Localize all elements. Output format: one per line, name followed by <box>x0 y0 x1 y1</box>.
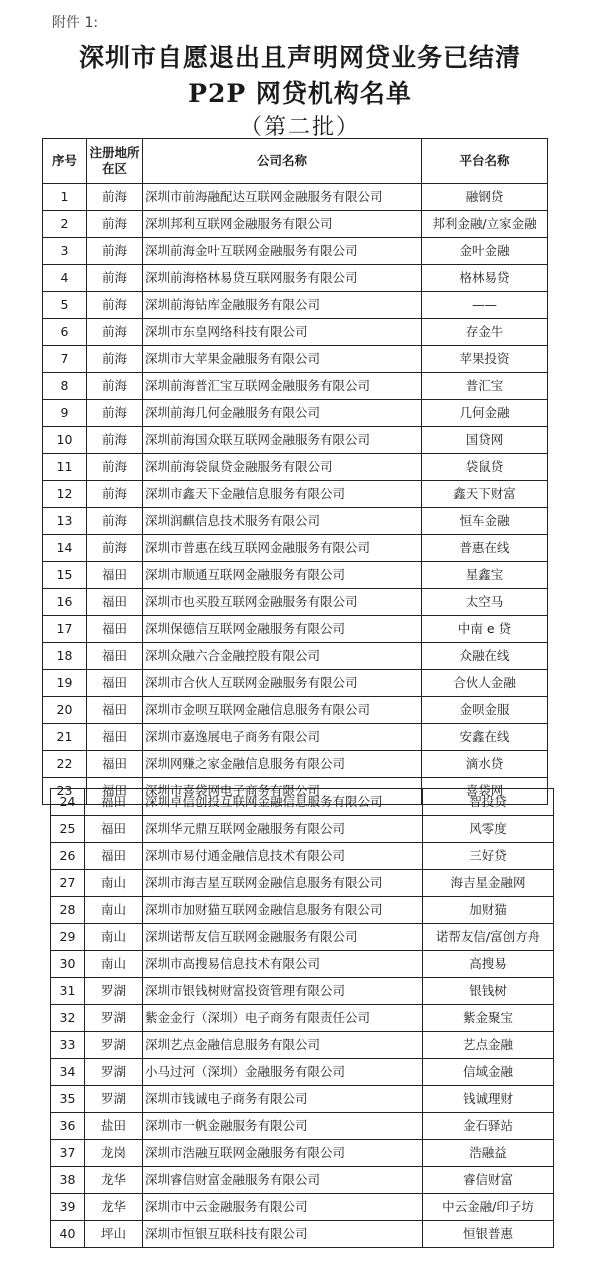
cell-district: 福田 <box>87 643 143 670</box>
cell-district: 前海 <box>87 238 143 265</box>
cell-company: 深圳前海国众联互联网金融服务有限公司 <box>143 427 422 454</box>
cell-district: 坪山 <box>85 1221 143 1248</box>
cell-district: 福田 <box>87 697 143 724</box>
table-row <box>43 292 548 319</box>
cell-platform: 加财猫 <box>423 897 554 924</box>
cell-district: 龙岗 <box>85 1140 143 1167</box>
cell-no: 10 <box>43 427 87 454</box>
table-row <box>51 1005 554 1032</box>
cell-district: 罗湖 <box>85 1032 143 1059</box>
institution-table-part-2 <box>50 788 554 1248</box>
cell-company: 深圳市喜袋网电子商务有限公司 <box>143 778 422 805</box>
cell-district: 福田 <box>85 816 143 843</box>
cell-platform: —— <box>422 292 548 319</box>
document-title: 深圳市自愿退出且声明网贷业务已结清 <box>78 43 521 72</box>
cell-platform: 中南 e 贷 <box>422 616 548 643</box>
cell-district: 前海 <box>87 265 143 292</box>
cell-platform: 苹果投资 <box>422 346 548 373</box>
table-header-row <box>43 139 548 184</box>
cell-platform: 几何金融 <box>422 400 548 427</box>
cell-no: 29 <box>51 924 85 951</box>
cell-no: 15 <box>43 562 87 589</box>
table-row <box>51 1113 554 1140</box>
table-row <box>43 562 548 589</box>
cell-platform: 金呗金服 <box>422 697 548 724</box>
cell-no: 31 <box>51 978 85 1005</box>
cell-no: 40 <box>51 1221 85 1248</box>
cell-platform: 艺点金融 <box>423 1032 554 1059</box>
table-row <box>43 427 548 454</box>
cell-no: 33 <box>51 1032 85 1059</box>
cell-district: 罗湖 <box>85 1005 143 1032</box>
cell-company: 深圳市钱诚电子商务有限公司 <box>143 1086 423 1113</box>
cell-platform: 鑫天下财富 <box>422 481 548 508</box>
cell-company: 深圳保德信互联网金融服务有限公司 <box>143 616 422 643</box>
table-row <box>43 319 548 346</box>
cell-company: 深圳前海几何金融服务有限公司 <box>143 400 422 427</box>
cell-district: 福田 <box>87 616 143 643</box>
cell-company: 深圳市浩融互联网金融服务有限公司 <box>143 1140 423 1167</box>
table-row <box>51 843 554 870</box>
cell-company: 深圳市海吉星互联网金融信息服务有限公司 <box>143 870 423 897</box>
cell-no: 25 <box>51 816 85 843</box>
cell-company: 深圳市银钱树财富投资管理有限公司 <box>143 978 423 1005</box>
header-company: 公司名称 <box>143 139 422 184</box>
table-row <box>43 454 548 481</box>
attachment-label: 附件 1: <box>52 15 99 31</box>
cell-company: 深圳前海金叶互联网金融服务有限公司 <box>143 238 422 265</box>
cell-district: 前海 <box>87 535 143 562</box>
cell-no: 4 <box>43 265 87 292</box>
cell-district: 福田 <box>85 789 143 816</box>
cell-company: 深圳诺帮友信互联网金融服务有限公司 <box>143 924 423 951</box>
cell-platform: 金石驿站 <box>423 1113 554 1140</box>
cell-no: 32 <box>51 1005 85 1032</box>
cell-platform: 存金牛 <box>422 319 548 346</box>
cell-company: 深圳邦利互联网金融服务有限公司 <box>143 211 422 238</box>
cell-platform: 钱诚理财 <box>423 1086 554 1113</box>
cell-no: 1 <box>43 184 87 211</box>
cell-no: 12 <box>43 481 87 508</box>
cell-company: 深圳前海格林易贷互联网服务有限公司 <box>143 265 422 292</box>
table-row <box>51 870 554 897</box>
cell-platform: 中云金融/印子坊 <box>423 1194 554 1221</box>
cell-platform: 融钢贷 <box>422 184 548 211</box>
cell-platform: 普汇宝 <box>422 373 548 400</box>
institution-table-part-1 <box>42 138 548 805</box>
cell-no: 8 <box>43 373 87 400</box>
cell-company: 深圳前海钻库金融服务有限公司 <box>143 292 422 319</box>
table-row <box>51 1167 554 1194</box>
cell-company: 深圳市合伙人互联网金融服务有限公司 <box>143 670 422 697</box>
cell-district: 福田 <box>85 843 143 870</box>
cell-district: 前海 <box>87 319 143 346</box>
cell-district: 前海 <box>87 184 143 211</box>
cell-company: 深圳卓信创投互联网金融信息服务有限公司 <box>143 789 423 816</box>
table-row <box>51 1140 554 1167</box>
cell-district: 福田 <box>87 670 143 697</box>
cell-no: 6 <box>43 319 87 346</box>
cell-district: 南山 <box>85 951 143 978</box>
table-row <box>43 616 548 643</box>
cell-no: 19 <box>43 670 87 697</box>
cell-company: 深圳市也买股互联网金融服务有限公司 <box>143 589 422 616</box>
cell-district: 南山 <box>85 897 143 924</box>
cell-no: 28 <box>51 897 85 924</box>
table-row <box>43 265 548 292</box>
cell-company: 深圳市高搜易信息技术有限公司 <box>143 951 423 978</box>
cell-company: 小马过河（深圳）金融服务有限公司 <box>143 1059 423 1086</box>
cell-company: 深圳前海普汇宝互联网金融服务有限公司 <box>143 373 422 400</box>
table-row <box>51 951 554 978</box>
cell-platform: 金叶金融 <box>422 238 548 265</box>
cell-company: 深圳艺点金融信息服务有限公司 <box>143 1032 423 1059</box>
cell-platform: 邦利金融/立家金融 <box>422 211 548 238</box>
cell-platform: 银钱树 <box>423 978 554 1005</box>
cell-no: 20 <box>43 697 87 724</box>
cell-company: 深圳市鑫天下金融信息服务有限公司 <box>143 481 422 508</box>
table-row <box>43 643 548 670</box>
cell-platform: 信域金融 <box>423 1059 554 1086</box>
table-row <box>51 924 554 951</box>
cell-district: 福田 <box>87 751 143 778</box>
cell-no: 39 <box>51 1194 85 1221</box>
table-row <box>43 400 548 427</box>
table-row <box>51 1059 554 1086</box>
cell-no: 35 <box>51 1086 85 1113</box>
cell-company: 深圳市普惠在线互联网金融服务有限公司 <box>143 535 422 562</box>
cell-district: 龙华 <box>85 1194 143 1221</box>
cell-no: 36 <box>51 1113 85 1140</box>
table-row <box>43 481 548 508</box>
cell-no: 7 <box>43 346 87 373</box>
cell-platform: 滴水贷 <box>422 751 548 778</box>
cell-district: 罗湖 <box>85 1086 143 1113</box>
cell-company: 深圳市一帆金融服务有限公司 <box>143 1113 423 1140</box>
cell-platform: 普惠在线 <box>422 535 548 562</box>
cell-no: 38 <box>51 1167 85 1194</box>
cell-district: 前海 <box>87 346 143 373</box>
cell-platform: 浩融益 <box>423 1140 554 1167</box>
cell-no: 13 <box>43 508 87 535</box>
cell-district: 龙华 <box>85 1167 143 1194</box>
cell-platform: 恒车金融 <box>422 508 548 535</box>
table-row <box>43 211 548 238</box>
cell-platform: 袋鼠贷 <box>422 454 548 481</box>
cell-company: 深圳市顺通互联网金融服务有限公司 <box>143 562 422 589</box>
table-row <box>43 508 548 535</box>
cell-platform: 紫金聚宝 <box>423 1005 554 1032</box>
cell-platform: 诺帮友信/富创方舟 <box>423 924 554 951</box>
cell-platform: 星鑫宝 <box>422 562 548 589</box>
batch-label: （第二批） <box>239 115 360 140</box>
cell-district: 前海 <box>87 211 143 238</box>
cell-platform: 喜袋网 <box>422 778 548 805</box>
cell-platform: 众融在线 <box>422 643 548 670</box>
table-row <box>51 978 554 1005</box>
cell-platform: 国贷网 <box>422 427 548 454</box>
header-district: 注册地所在区 <box>87 139 143 184</box>
cell-platform: 太空马 <box>422 589 548 616</box>
table-row <box>43 535 548 562</box>
cell-no: 2 <box>43 211 87 238</box>
cell-platform: 三好贷 <box>423 843 554 870</box>
cell-district: 南山 <box>85 924 143 951</box>
table-row <box>51 1086 554 1113</box>
cell-no: 34 <box>51 1059 85 1086</box>
table-row <box>43 724 548 751</box>
cell-company: 紫金金行（深圳）电子商务有限责任公司 <box>143 1005 423 1032</box>
cell-district: 南山 <box>85 870 143 897</box>
cell-company: 深圳市加财猫互联网金融信息服务有限公司 <box>143 897 423 924</box>
cell-company: 深圳市大苹果金融服务有限公司 <box>143 346 422 373</box>
cell-district: 前海 <box>87 427 143 454</box>
cell-platform: 高搜易 <box>423 951 554 978</box>
cell-no: 27 <box>51 870 85 897</box>
cell-district: 前海 <box>87 508 143 535</box>
cell-no: 5 <box>43 292 87 319</box>
table-row <box>43 238 548 265</box>
table-row <box>43 346 548 373</box>
cell-platform: 合伙人金融 <box>422 670 548 697</box>
table-row <box>51 1221 554 1248</box>
cell-platform: 安鑫在线 <box>422 724 548 751</box>
cell-district: 前海 <box>87 292 143 319</box>
table-row <box>51 789 554 816</box>
table-row <box>43 589 548 616</box>
cell-company: 深圳众融六合金融控股有限公司 <box>143 643 422 670</box>
table-row <box>43 373 548 400</box>
cell-company: 深圳市易付通金融信息技术有限公司 <box>143 843 423 870</box>
cell-company: 深圳市嘉逸展电子商务有限公司 <box>143 724 422 751</box>
cell-company: 深圳市前海融配达互联网金融服务有限公司 <box>143 184 422 211</box>
document-subtitle: P2P 网贷机构名单 <box>188 79 412 108</box>
cell-district: 福田 <box>87 589 143 616</box>
cell-no: 14 <box>43 535 87 562</box>
cell-district: 罗湖 <box>85 1059 143 1086</box>
cell-platform: 智投贷 <box>423 789 554 816</box>
cell-district: 福田 <box>87 562 143 589</box>
table-row <box>43 751 548 778</box>
cell-platform: 睿信财富 <box>423 1167 554 1194</box>
table-row <box>43 697 548 724</box>
table-row <box>51 1032 554 1059</box>
cell-company: 深圳网赚之家金融信息服务有限公司 <box>143 751 422 778</box>
cell-no: 24 <box>51 789 85 816</box>
cell-district: 盐田 <box>85 1113 143 1140</box>
cell-district: 罗湖 <box>85 978 143 1005</box>
cell-company: 深圳前海袋鼠贷金融服务有限公司 <box>143 454 422 481</box>
cell-no: 16 <box>43 589 87 616</box>
header-no: 序号 <box>43 139 87 184</box>
cell-platform: 恒银普惠 <box>423 1221 554 1248</box>
cell-no: 22 <box>43 751 87 778</box>
cell-company: 深圳睿信财富金融服务有限公司 <box>143 1167 423 1194</box>
cell-district: 福田 <box>87 778 143 805</box>
cell-no: 30 <box>51 951 85 978</box>
cell-district: 前海 <box>87 454 143 481</box>
header-platform: 平台名称 <box>422 139 548 184</box>
cell-no: 23 <box>43 778 87 805</box>
table-row <box>43 670 548 697</box>
cell-company: 深圳市东皇网络科技有限公司 <box>143 319 422 346</box>
cell-no: 3 <box>43 238 87 265</box>
cell-platform: 格林易贷 <box>422 265 548 292</box>
cell-company: 深圳市中云金融服务有限公司 <box>143 1194 423 1221</box>
cell-company: 深圳市金呗互联网金融信息服务有限公司 <box>143 697 422 724</box>
cell-no: 9 <box>43 400 87 427</box>
cell-company: 深圳华元鼎互联网金融服务有限公司 <box>143 816 423 843</box>
cell-no: 21 <box>43 724 87 751</box>
table-row <box>43 184 548 211</box>
table-row <box>51 1194 554 1221</box>
cell-company: 深圳市恒银互联科技有限公司 <box>143 1221 423 1248</box>
table-row <box>51 897 554 924</box>
cell-platform: 海吉星金融网 <box>423 870 554 897</box>
cell-no: 11 <box>43 454 87 481</box>
table-row <box>51 816 554 843</box>
cell-no: 26 <box>51 843 85 870</box>
cell-no: 17 <box>43 616 87 643</box>
cell-district: 前海 <box>87 373 143 400</box>
cell-district: 前海 <box>87 400 143 427</box>
cell-platform: 风零度 <box>423 816 554 843</box>
cell-district: 福田 <box>87 724 143 751</box>
cell-district: 前海 <box>87 481 143 508</box>
cell-no: 37 <box>51 1140 85 1167</box>
cell-company: 深圳润麒信息技术服务有限公司 <box>143 508 422 535</box>
cell-no: 18 <box>43 643 87 670</box>
